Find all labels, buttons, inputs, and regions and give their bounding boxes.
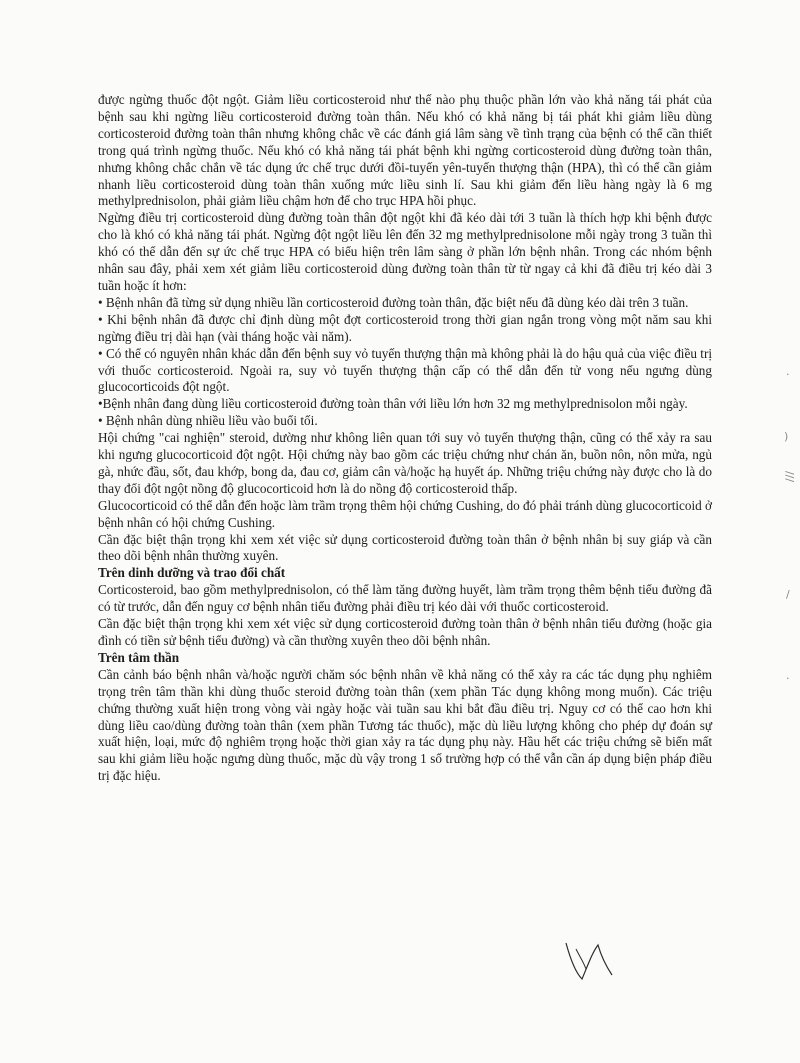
- paragraph-psychiatric-effects: Cần cảnh báo bệnh nhân và/hoặc người chăm sóc bệnh nhân về khả năng có thể xảy ra các tác dụng phụ nghiêm trọng trên tâm thần khi dùng thuốc steroid đường toàn thân (xem phần Tác dụng không mong muốn). Các triệu chứng thường xuất hiện trong vòng vài ngày hoặc vài tuần sau khi bắt đầu điều trị. Nguy cơ có thể cao hơn khi dùng liều cao/dùng đường toàn thân (xem phần Tương tác thuốc), mặc dù liều lượng không cho phép dự đoán sự xuất hiện, loại, mức độ nghiêm trọng hoặc thời gian xảy ra tác dụng phụ này. Hầu hết các triệu chứng sẽ biến mất sau khi giảm liều hoặc ngưng dùng thuốc, mặc dù vậy trong 1 số trường hợp có thể vẫn cần áp dụng biện pháp điều trị đặc hiệu.: [98, 666, 712, 784]
- scan-mark-1: ·: [786, 368, 790, 381]
- bullet-high-dose: •Bệnh nhân đang dùng liều corticosteroid đường toàn thân với liều lớn hơn 32 mg methylprednisolon mỗi ngày.: [98, 396, 688, 412]
- scan-mark-3: ///: [783, 470, 797, 483]
- paragraph-abrupt-withdrawal: Ngừng điều trị corticosteroid dùng đường toàn thân đột ngột khi đã kéo dài tới 3 tuần là thích hợp khi bệnh được cho là khó có khả năng tái phát. Ngừng đột ngột liều lên đến 32 mg methylprednisolone mỗi ngày trong 3 tuần thì khó có thể dẫn đến sự ức chế trục HPA có biểu hiện trên lâm sàng ở phần lớn bệnh nhân. Trong các nhóm bệnh nhân sau đây, phải xem xét giảm liều corticosteroid dùng đường toàn thân từ từ ngay cả khi đã điều trị kéo dài 3 tuần hoặc ít hơn:: [98, 210, 712, 293]
- paragraph-taper-intro: được ngừng thuốc đột ngột. Giảm liều corticosteroid như thế nào phụ thuộc phần lớn vào khả năng tái phát của bệnh sau khi ngừng liều corticosteroid đường toàn thân. Nếu khó có khả năng bị tái phát khi giảm liều dùng corticosteroid đường toàn thân nhưng không chắc về các đánh giá lâm sàng về tình trạng của bệnh có thể cần thiết trong quá trình ngừng thuốc. Nếu khó có khả năng tái phát bệnh khi ngừng corticosteroid dùng đường toàn thân, nhưng không chắc chắn về tác dụng ức chế trục dưới đồi-tuyến yên-tuyến thượng thận (HPA), thì có thể cần giảm nhanh liều corticosteroid dùng toàn thân xuống mức liều sinh lí. Sau khi giảm đến liều hàng ngày là 6 mg methylprednisolon, phải giảm liều chậm hơn để cho trục HPA hồi phục.: [98, 92, 712, 209]
- paragraph-blood-sugar: Corticosteroid, bao gồm methylprednisolon, có thể làm tăng đường huyết, làm trầm trọng thêm bệnh tiểu đường đã có từ trước, dẫn đến nguy cơ bệnh nhân tiểu đường phải điều trị kéo dài với thuốc corticosteroid.: [98, 582, 712, 615]
- pen-scribble-icon: [558, 935, 618, 985]
- scan-mark-2: ): [784, 430, 789, 443]
- paragraph-cushing: Glucocorticoid có thể dẫn đến hoặc làm trầm trọng thêm hội chứng Cushing, do đó phải tránh dùng glucocorticoid ở bệnh nhân có hội chứng Cushing.: [98, 497, 713, 530]
- heading-metabolism: Trên dinh dưỡng và trao đổi chất: [98, 565, 286, 581]
- heading-psychiatric: Trên tâm thần: [98, 649, 180, 665]
- bullet-other-causes: • Có thể có nguyên nhân khác dẫn đến bệnh suy vỏ tuyến thượng thận mà không phải là do hậu quả của việc điều trị với thuốc corticosteroid. Ngoài ra, suy vỏ tuyến thượng thận cấp có thể dẫn đến tử vong nếu ngưng dùng glucocorticoids đột ngột.: [98, 345, 712, 395]
- paragraph-hypothyroid: Cần đặc biệt thận trọng khi xem xét việc sử dụng corticosteroid đường toàn thân ở bệnh nhân bị suy giáp và cần theo dõi bệnh nhân thường xuyên.: [98, 531, 712, 564]
- document-body: [98, 92, 712, 785]
- bullet-repeated-use: • Bệnh nhân đã từng sử dụng nhiều lần corticosteroid đường toàn thân, đặc biệt nếu đã dùng kéo dài trên 3 tuần.: [98, 294, 689, 310]
- paragraph-withdrawal-syndrome: Hội chứng "cai nghiện" steroid, dường như không liên quan tới suy vỏ tuyến thượng thận, cũng có thể xảy ra sau khi ngưng glucocorticoid đột ngột. Hội chứng này bao gồm các triệu chứng như chán ăn, buồn nôn, nôn mửa, ngủ gà, nhức đầu, sốt, đau khớp, bong da, đau cơ, giảm cân và/hoặc hạ huyết áp. Những triệu chứng này được cho là do thay đổi đột ngột nồng độ glucocorticoid hơn là do nồng độ corticosteroid thấp.: [98, 430, 712, 496]
- bullet-short-course: • Khi bệnh nhân đã được chỉ định dùng một đợt corticosteroid trong thời gian ngắn trong vòng một năm sau khi ngừng điều trị dài hạn (vài tháng hoặc vài năm).: [98, 311, 712, 344]
- bullet-evening-dose: • Bệnh nhân dùng nhiều liều vào buổi tối.: [98, 413, 318, 429]
- scan-mark-4: /: [786, 588, 790, 601]
- paragraph-diabetes: Cần đặc biệt thận trọng khi xem xét việc sử dụng corticosteroid đường toàn thân ở bệnh nhân tiểu đường (hoặc gia đình có tiền sử bệnh tiểu đường) và cần thường xuyên theo dõi bệnh nhân.: [98, 616, 712, 648]
- scan-mark-5: ·: [786, 672, 790, 685]
